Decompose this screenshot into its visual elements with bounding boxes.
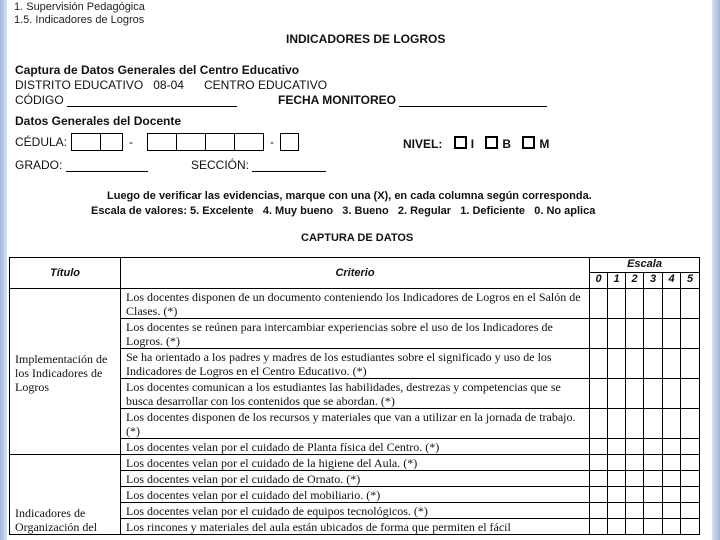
score-cell[interactable] (590, 503, 608, 519)
scale-header-3: 3 (644, 273, 663, 289)
score-cell[interactable] (590, 471, 608, 487)
table-row (10, 455, 700, 471)
score-cell[interactable] (644, 471, 663, 487)
criterion-cell: Los docentes velan por el cuidado de Ornato. (*) (121, 471, 590, 487)
score-cell[interactable] (590, 409, 608, 439)
score-cell[interactable] (590, 455, 608, 471)
level-option-i: I (470, 137, 475, 151)
criterion-cell: Los docentes comunican a los estudiantes las habilidades, destrezas y competencias que se busca desarrollar con los contenidos que se abordan. (*) (121, 379, 590, 409)
score-cell[interactable] (644, 487, 663, 503)
criterion-cell: Los docentes disponen de los recursos y materiales que van a utilizar en la jornada de trabajo. (*) (121, 409, 590, 439)
level-checkbox-i[interactable] (454, 136, 467, 149)
center-label: CENTRO EDUCATIVO (203, 78, 328, 92)
level-option-b: B (502, 137, 512, 151)
column-header-criterion: Criterio (121, 258, 590, 289)
level-checkbox-b[interactable] (485, 136, 498, 149)
score-cell[interactable] (608, 409, 626, 439)
score-cell[interactable] (590, 349, 608, 379)
score-cell[interactable] (681, 349, 700, 379)
criterion-cell: Los docentes velan por el cuidado de equipos tecnológicos. (*) (121, 503, 590, 519)
score-cell[interactable] (626, 471, 644, 487)
code-row (15, 93, 237, 107)
district-label: DISTRITO EDUCATIVO (15, 78, 144, 92)
score-cell[interactable] (644, 349, 663, 379)
id-box-5[interactable] (205, 133, 235, 151)
score-cell[interactable] (644, 439, 663, 455)
grade-row (15, 158, 148, 172)
capture-title: CAPTURA DE DATOS (301, 232, 414, 244)
score-cell[interactable] (644, 503, 663, 519)
criterion-cell: Los rincones y materiales del aula están ubicados de forma que permiten el fácil (121, 519, 590, 535)
score-cell[interactable] (663, 349, 681, 379)
section-label: SECCIÓN: (191, 158, 250, 172)
grade-field[interactable] (66, 159, 148, 172)
monitor-date-field[interactable] (399, 94, 547, 107)
score-cell[interactable] (681, 487, 700, 503)
id-box-6[interactable] (234, 133, 264, 151)
score-cell[interactable] (590, 487, 608, 503)
score-cell[interactable] (681, 409, 700, 439)
score-cell[interactable] (608, 487, 626, 503)
criterion-cell: Los docentes se reúnen para intercambiar experiencias sobre el uso de los Indicadores de Logros. (*) (121, 319, 590, 349)
column-header-title: Título (10, 258, 121, 289)
grade-label: GRADO: (15, 158, 63, 172)
id-separator-2: - (270, 135, 274, 149)
score-cell[interactable] (608, 503, 626, 519)
criterion-cell: Se ha orientado a los padres y madres de los estudiantes sobre el significado y uso de los Indicadores de Logros en el Centro Educativo. (*) (121, 349, 590, 379)
breadcrumb-line-1: 1. Supervisión Pedagógica (14, 1, 145, 13)
id-box-4[interactable] (176, 133, 206, 151)
score-cell[interactable] (626, 519, 644, 535)
id-label: CÉDULA: (15, 135, 68, 149)
scale-header-4: 4 (663, 273, 681, 289)
column-header-scale: Escala (590, 258, 700, 273)
score-cell[interactable] (644, 319, 663, 349)
score-cell[interactable] (644, 379, 663, 409)
scale-header-5: 5 (681, 273, 700, 289)
score-cell[interactable] (626, 409, 644, 439)
code-label: CÓDIGO (15, 93, 64, 107)
score-cell[interactable] (644, 455, 663, 471)
score-cell[interactable] (663, 319, 681, 349)
teacher-section-title: Datos Generales del Docente (15, 114, 182, 128)
id-box-1[interactable] (71, 133, 101, 151)
score-cell[interactable] (626, 319, 644, 349)
score-cell[interactable] (644, 409, 663, 439)
criterion-cell: Los docentes velan por el cuidado de Planta física del Centro. (*) (121, 439, 590, 455)
id-box-2[interactable] (100, 133, 123, 151)
breadcrumb-line-2: 1.5. Indicadores de Logros (14, 14, 145, 26)
scale-header-2: 2 (626, 273, 644, 289)
slide-frame-left (0, 0, 7, 540)
score-cell[interactable] (626, 349, 644, 379)
score-cell[interactable] (681, 455, 700, 471)
score-cell[interactable] (663, 455, 681, 471)
score-cell[interactable] (608, 379, 626, 409)
score-cell[interactable] (590, 379, 608, 409)
id-separator-1: - (129, 135, 133, 149)
score-cell[interactable] (681, 503, 700, 519)
score-cell[interactable] (663, 409, 681, 439)
score-cell[interactable] (644, 289, 663, 319)
score-cell[interactable] (626, 379, 644, 409)
score-cell[interactable] (608, 519, 626, 535)
score-cell[interactable] (590, 519, 608, 535)
score-cell[interactable] (590, 289, 608, 319)
score-cell[interactable] (663, 487, 681, 503)
score-cell[interactable] (626, 439, 644, 455)
score-cell[interactable] (663, 471, 681, 487)
score-cell[interactable] (608, 319, 626, 349)
document-page (7, 0, 712, 540)
score-cell[interactable] (608, 471, 626, 487)
group-title-organization: Indicadores de Organización del (10, 455, 121, 535)
instruction-text: Luego de verificar las evidencias, marque con una (X), en cada columna según corresponda. (107, 190, 592, 202)
score-cell[interactable] (681, 319, 700, 349)
id-box-7[interactable] (280, 133, 299, 151)
score-cell[interactable] (681, 289, 700, 319)
score-cell[interactable] (663, 503, 681, 519)
level-label: NIVEL: (403, 137, 443, 151)
criteria-table (9, 257, 700, 535)
score-cell[interactable] (681, 379, 700, 409)
section-row (191, 158, 326, 172)
score-cell[interactable] (590, 319, 608, 349)
score-cell[interactable] (681, 519, 700, 535)
score-cell[interactable] (644, 519, 663, 535)
general-section-title: Captura de Datos Generales del Centro Educativo (15, 63, 300, 77)
score-cell[interactable] (626, 487, 644, 503)
district-row (15, 78, 327, 92)
level-option-m: M (539, 137, 550, 151)
level-checkbox-m[interactable] (522, 136, 535, 149)
score-cell[interactable] (608, 455, 626, 471)
group-title-implementation: Implementación de los Indicadores de Logros (10, 289, 121, 455)
criterion-cell: Los docentes velan por el cuidado del mobiliario. (*) (121, 487, 590, 503)
score-cell[interactable] (626, 289, 644, 319)
score-cell[interactable] (608, 349, 626, 379)
monitor-date-row (278, 93, 547, 107)
district-value: 08-04 (153, 78, 184, 92)
score-cell[interactable] (663, 379, 681, 409)
section-field[interactable] (252, 159, 326, 172)
score-cell[interactable] (663, 439, 681, 455)
score-cell[interactable] (681, 471, 700, 487)
score-cell[interactable] (608, 289, 626, 319)
score-cell[interactable] (626, 455, 644, 471)
score-cell[interactable] (663, 519, 681, 535)
id-box-3[interactable] (147, 133, 177, 151)
scale-header-0: 0 (590, 273, 608, 289)
score-cell[interactable] (608, 439, 626, 455)
code-field[interactable] (67, 94, 237, 107)
score-cell[interactable] (681, 439, 700, 455)
monitor-date-label: FECHA MONITOREO (278, 93, 397, 107)
score-cell[interactable] (590, 439, 608, 455)
scale-legend: Escala de valores: 5. Excelente 4. Muy bueno 3. Bueno 2. Regular 1. Deficiente 0. No aplica (91, 205, 596, 217)
scale-header-1: 1 (608, 273, 626, 289)
score-cell[interactable] (663, 289, 681, 319)
slide-frame-right (712, 0, 720, 540)
score-cell[interactable] (626, 503, 644, 519)
level-row (403, 136, 549, 151)
criterion-cell: Los docentes disponen de un documento conteniendo los Indicadores de Logros en el Salón de Clases. (*) (121, 289, 590, 319)
document-title: INDICADORES DE LOGROS (286, 32, 446, 46)
criterion-cell: Los docentes velan por el cuidado de la higiene del Aula. (*) (121, 455, 590, 471)
table-row (10, 289, 700, 319)
